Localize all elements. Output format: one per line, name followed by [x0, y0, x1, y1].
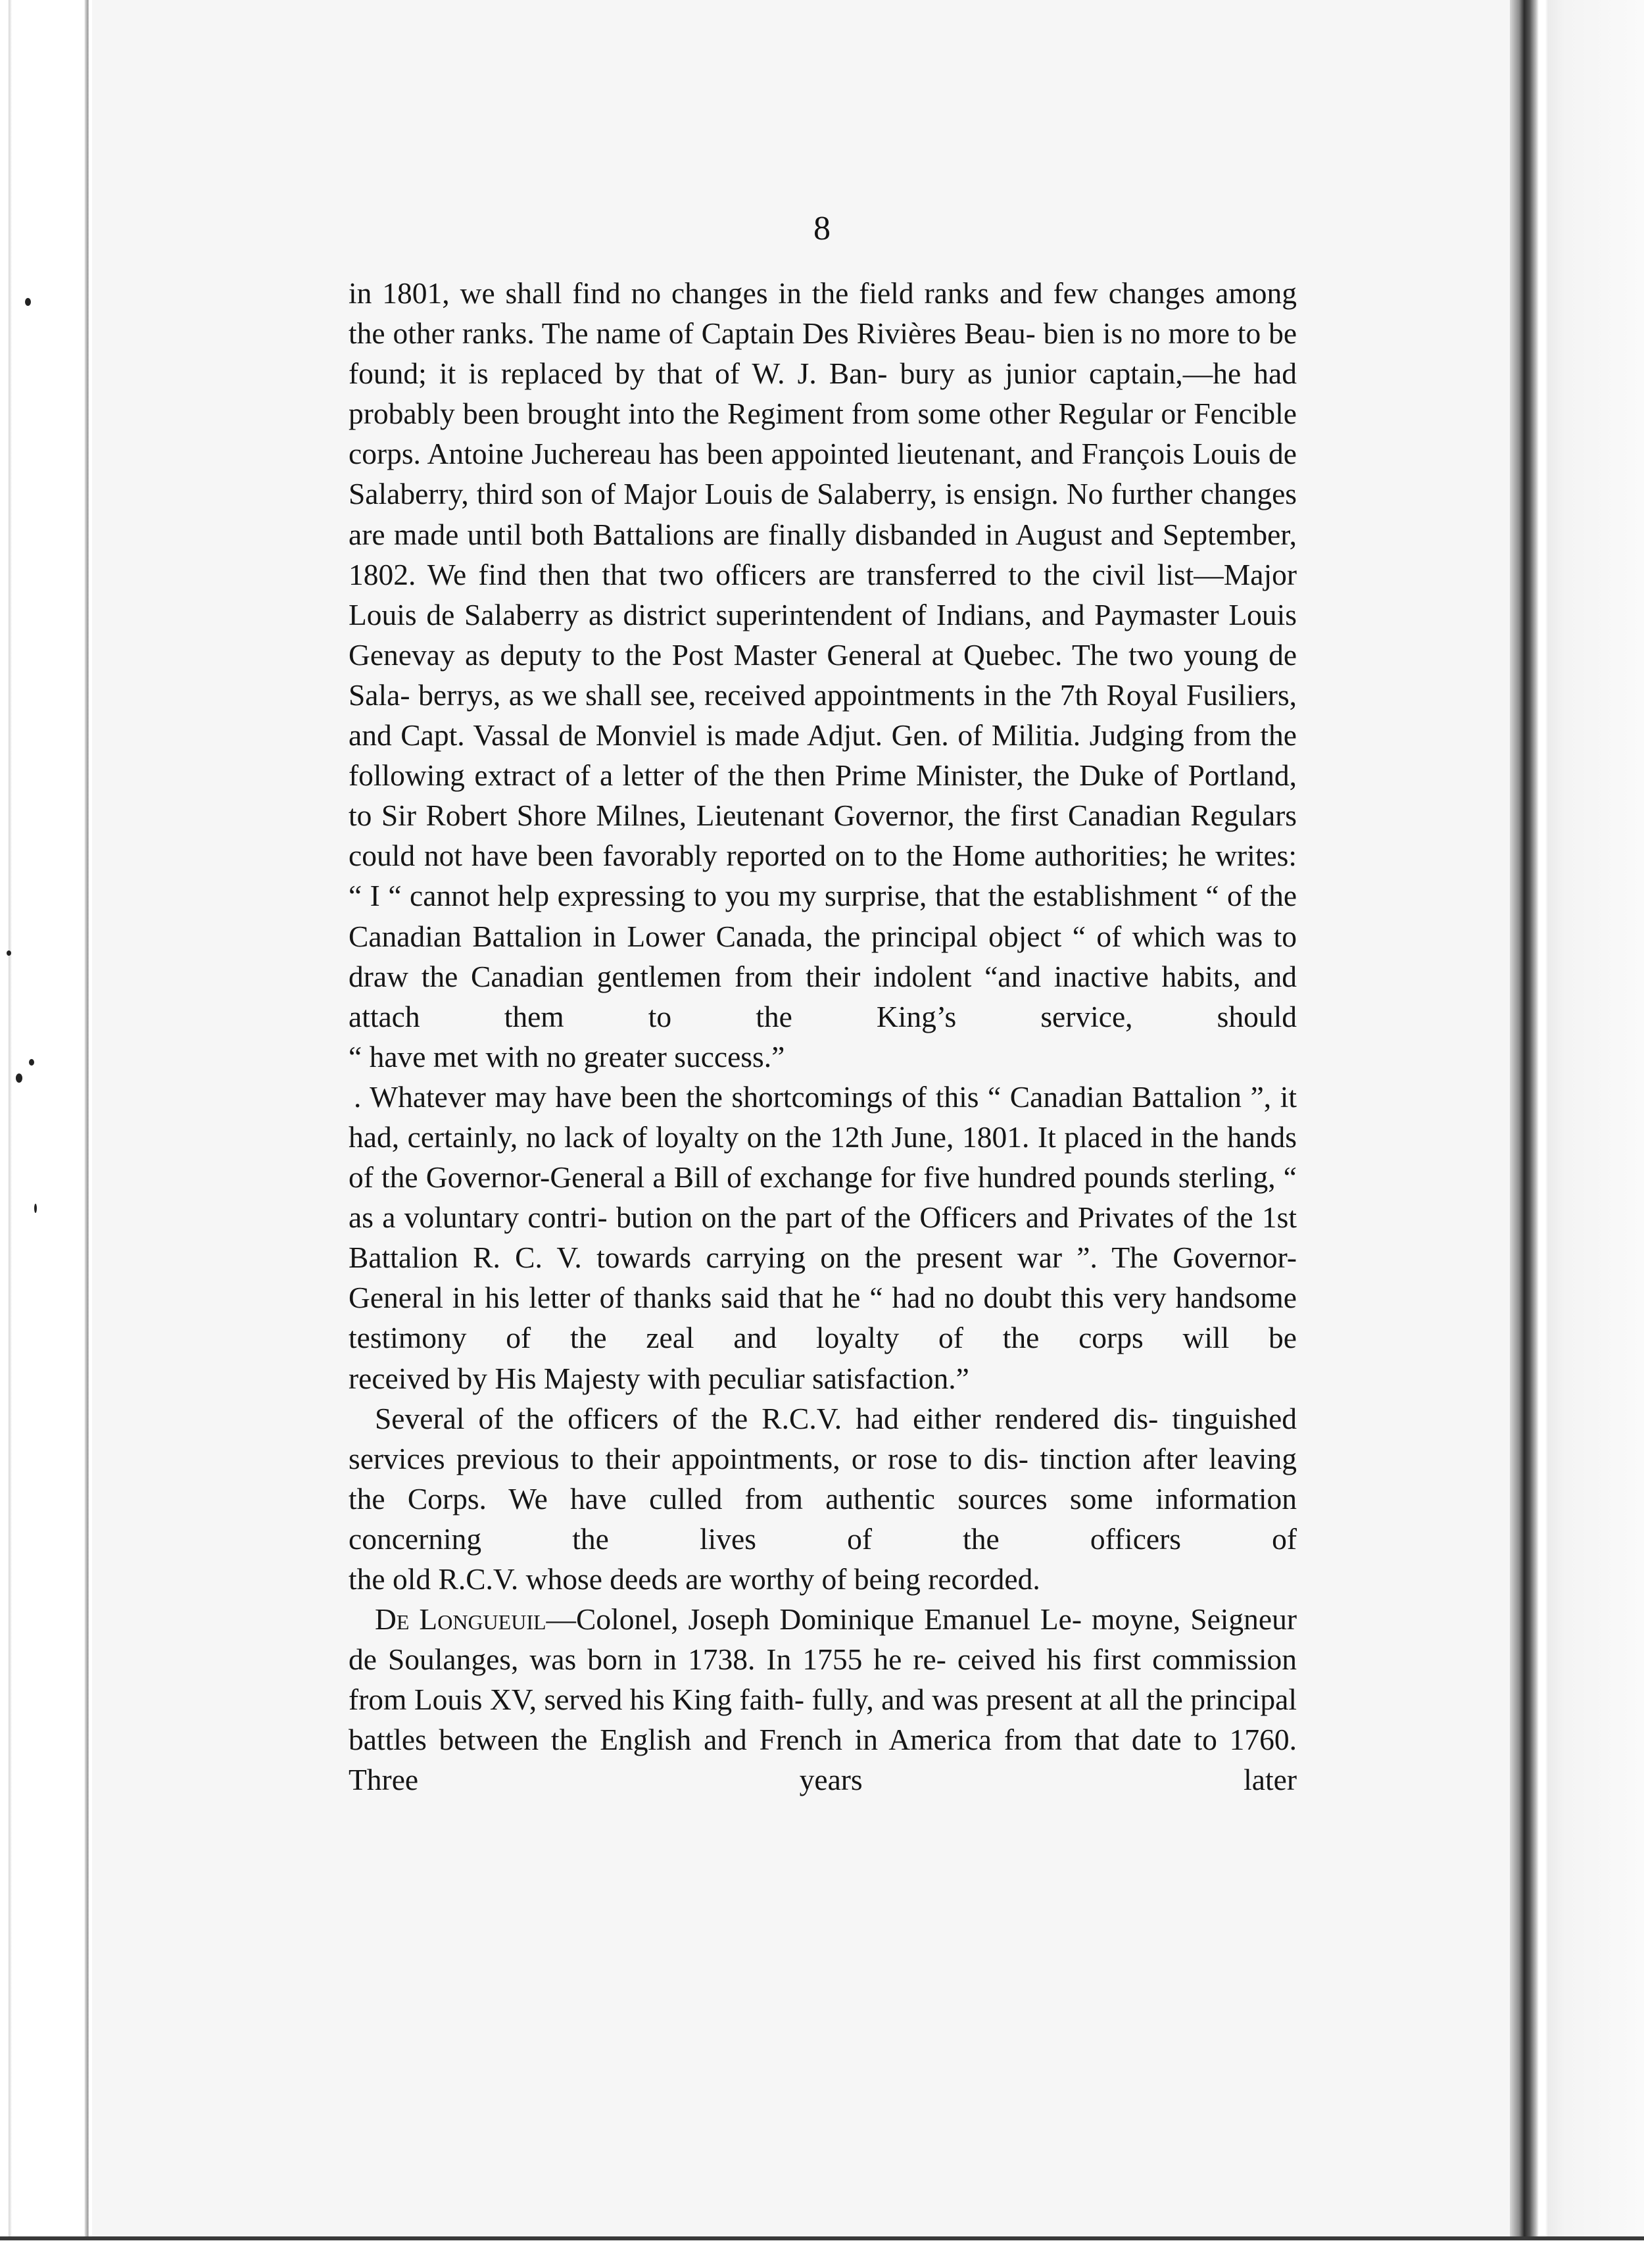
text-line: to the Post Master General at Quebec. The two young de Sala-: [349, 637, 1297, 712]
text-line: among the other ranks. The name of Captain Des Rivières Beau-: [349, 276, 1297, 351]
text-line: moyne, Seigneur de Soulanges, was born in 1738. In 1755 he re-: [349, 1602, 1297, 1677]
text-line: superintendent of Indians, and Paymaster Louis Genevay as deputy: [349, 597, 1297, 672]
text-line: Lieutenant Governor, the first Canadian Regulars could not have: [349, 799, 1297, 873]
paragraph-end-line: [349, 1559, 1297, 1599]
text-line: Prime Minister, the Duke of Portland, to Sir Robert Shore Milnes,: [349, 758, 1297, 833]
text-line: . Whatever may have been the shortcomings of this “ Canadian: [354, 1079, 1123, 1114]
text-line: “ of which was to draw the Canadian gentlemen from their indolent: [349, 919, 1297, 993]
text-line: in August and September, 1802. We find then that two officers are: [349, 517, 1297, 591]
scan-speck: [29, 1059, 34, 1066]
left-scan-edge: [0, 0, 89, 2268]
text-line: General in his letter of thanks said that he “ had no doubt this very: [349, 1281, 1167, 1315]
text-line: R. C. V. towards carrying on the present war ”. The Governor-: [473, 1241, 1297, 1275]
text-line: handsome testimony of the zeal and loyalty of the corps will be: [349, 1281, 1297, 1355]
text-line: transferred to the civil list—Major Louis de Salaberry as district: [349, 557, 1297, 631]
paragraph-end-line: [349, 1037, 1297, 1077]
text-line: Juchereau has been appointed lieutenant, and François Louis de: [531, 437, 1297, 471]
page-number: 8: [813, 210, 831, 247]
text-line: “ of the Canadian Battalion in Lower Canada, the principal object: [349, 879, 1297, 953]
page-body-text: [349, 273, 1297, 1800]
scan-speck: [25, 298, 31, 306]
text-line: received by His Majesty with peculiar satisfaction.”: [349, 1361, 969, 1395]
text-line: Salaberry, third son of Major Louis de Salaberry, is ensign. No: [349, 477, 1103, 511]
text-line: further changes are made until both Battalions are finally disbanded: [349, 477, 1297, 551]
right-scan-border: [1539, 0, 1644, 2268]
paragraph: [349, 1398, 1297, 1559]
text-line: bury as junior captain,—he had probably been brought into the: [349, 357, 1297, 431]
text-line: bien is no more to be found; it is replaced by that of W. J. Ban-: [349, 316, 1297, 391]
text-line: been favorably reported on to the Home authorities; he writes: “ I: [349, 839, 1297, 913]
text-line: 1801. It placed in the hands of the Governor-General a Bill of: [349, 1120, 1297, 1195]
page-binding-edge: [1510, 0, 1539, 2268]
scan-speck: [7, 950, 11, 956]
paragraph: [349, 1077, 1297, 1358]
text-line: ceived his first commission from Louis XV, served his King faith-: [349, 1642, 1297, 1717]
text-line: the old R.C.V. whose deeds are worthy of being recorded.: [349, 1562, 1040, 1596]
text-line: Regiment from some other Regular or Fencible corps. Antoine: [349, 397, 1297, 471]
paragraph: [349, 1599, 1297, 1800]
text-line: “ cannot help expressing to you my surprise, that the establishment: [388, 879, 1197, 913]
text-line: exchange for five hundred pounds sterling, “ as a voluntary contri-: [349, 1160, 1297, 1235]
paragraph: [349, 273, 1297, 1037]
paragraph-end-line: [349, 1358, 1297, 1398]
text-line: bution on the part of the Officers and Privates of the 1st Battalion: [349, 1200, 1297, 1275]
text-line: and French in America from that date to 1760. Three years later: [349, 1723, 1297, 1797]
text-line: in 1801, we shall find no changes in the field ranks and few changes: [349, 276, 1205, 310]
text-line: fully, and was present at all the principal battles between the English: [349, 1683, 1297, 1757]
text-line: Battalion ”, it had, certainly, no lack of loyalty on the 12th June,: [349, 1079, 1297, 1154]
text-line: —Colonel, Joseph Dominique Emanuel Le-: [546, 1602, 1082, 1637]
text-line: Fusiliers, and Capt. Vassal de Monviel is made Adjut. Gen. of: [349, 678, 1297, 752]
text-line: “and inactive habits, and attach them to the King’s service, should: [349, 959, 1297, 1033]
entry-heading: De Longueuil: [375, 1602, 546, 1637]
text-line: berrys, as we shall see, received appointments in the 7th Royal: [418, 678, 1178, 712]
text-line: tinction after leaving the Corps. We have culled from authentic: [349, 1441, 1297, 1516]
scan-speck: [16, 1073, 22, 1083]
text-line: Several of the officers of the R.C.V. had either rendered dis-: [375, 1401, 1159, 1435]
text-line: tinguished services previous to their appointments, or rose to dis-: [349, 1401, 1297, 1475]
text-line: sources some information concerning the lives of the officers of: [349, 1481, 1297, 1556]
bottom-scan-edge: [0, 2236, 1644, 2268]
text-line: Militia. Judging from the following extract of a letter of the then: [349, 718, 1297, 793]
scan-speck: [34, 1204, 37, 1213]
text-line: “ have met with no greater success.”: [349, 1039, 785, 1073]
